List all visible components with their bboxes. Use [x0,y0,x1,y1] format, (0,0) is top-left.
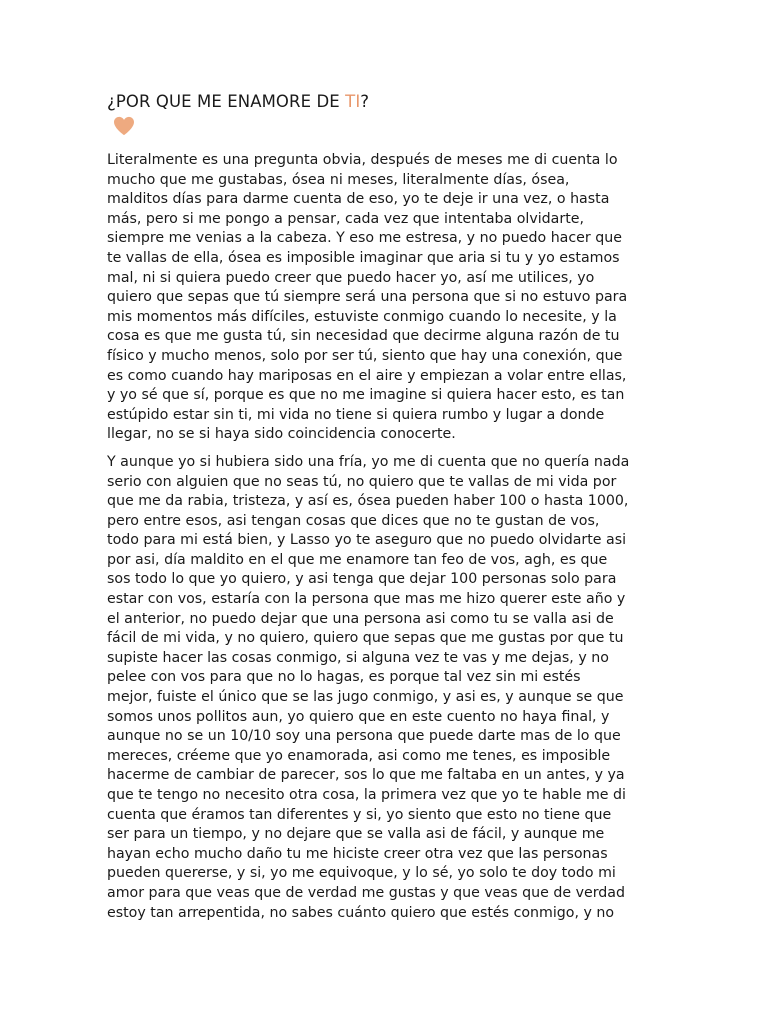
paragraph-1 [107,151,663,445]
paragraph-line: mereces, créeme que yo enamorada, asi como me tenes, es imposible [107,747,611,764]
paragraph-line: es como cuando hay mariposas en el aire y empiezan a volar entre ellas, [107,367,627,384]
paragraph-line: cosa es que me gusta tú, sin necesidad que decirme alguna razón de tu [107,328,620,345]
paragraph-line: somos unos pollitos aun, yo quiero que en este cuento no haya final, y [107,708,610,725]
title-accent: TI [345,92,361,111]
paragraph-line: pueden quererse, y si, yo me equivoque, y lo sé, yo solo te doy todo mi [107,865,616,882]
paragraph-line: llegar, no se si haya sido coincidencia conocerte. [107,426,456,443]
paragraph-line: malditos días para darme cuenta de eso, yo te deje ir una vez, o hasta [107,191,610,208]
paragraph-line: pelee con vos para que no lo hagas, es porque tal vez sin mi estés [107,669,581,686]
page-title [107,92,663,112]
paragraph-line: mejor, fuiste el único que se las jugo conmigo, y asi es, y aunque se que [107,689,624,706]
paragraph-line: estúpido estar sin ti, mi vida no tiene si quiera rumbo y lugar a donde [107,406,605,423]
paragraph-line: supiste hacer las cosas conmigo, si alguna vez te vas y me dejas, y no [107,649,609,666]
paragraph-line: fácil de mi vida, y no quiero, quiero que sepas que me gustas por que tu [107,630,624,647]
paragraph-line: quiero que sepas que tú siempre será una persona que si no estuvo para [107,289,628,306]
paragraph-line: que me da rabia, tristeza, y así es, ósea pueden haber 100 o hasta 1000, [107,493,629,510]
paragraph-line: por asi, día maldito en el que me enamore tan feo de vos, agh, es que [107,551,608,568]
paragraph-line: estoy tan arrepentida, no sabes cuánto quiero que estés conmigo, y no [107,904,615,921]
paragraph-line: todo para mi está bien, y Lasso yo te aseguro que no puedo olvidarte asi [107,532,627,549]
paragraph-line: mis momentos más difíciles, estuviste conmigo cuando lo necesite, y la [107,308,617,325]
paragraph-line: pero entre esos, asi tengan cosas que dices que no te gustan de vos, [107,512,600,529]
paragraph-line: siempre me venias a la cabeza. Y eso me estresa, y no puedo hacer que [107,230,622,247]
paragraph-line: sos todo lo que yo quiero, y asi tenga que dejar 100 personas solo para [107,571,617,588]
paragraph-line: mucho que me gustabas, ósea ni meses, literalmente días, ósea, [107,171,570,188]
paragraph-line: Literalmente es una pregunta obvia, después de meses me di cuenta lo [107,152,618,168]
title-prefix: ¿POR QUE ME ENAMORE DE [107,92,346,111]
paragraph-line: Y aunque yo si hubiera sido una fría, yo me di cuenta que no quería nada [107,453,630,470]
heart-icon [113,116,135,136]
paragraph-line: hayan echo mucho daño tu me hiciste creer otra vez que las personas [107,845,608,862]
paragraph-line: físico y mucho menos, solo por ser tú, siento que hay una conexión, que [107,347,623,364]
paragraph-line: hacerme de cambiar de parecer, sos lo que me faltaba en un antes, y ya [107,767,625,784]
paragraph-line: el anterior, no puedo dejar que una persona asi como tu se valla asi de [107,610,614,627]
paragraph-line: aunque no se un 10/10 soy una persona que puede darte mas de lo que [107,728,621,745]
paragraph-line: ser para un tiempo, y no dejare que se valla asi de fácil, y aunque me [107,826,605,843]
document-page [107,92,663,923]
paragraph-line: que te tengo no necesito otra cosa, la primera vez que yo te hable me di [107,787,626,803]
paragraph-line: amor para que veas que de verdad me gustas y que veas que de verdad [107,884,625,901]
paragraph-line: más, pero si me pongo a pensar, cada vez que intentaba olvidarte, [107,210,585,227]
paragraph-2 [107,453,663,923]
paragraph-line: cuenta que éramos tan diferentes y si, yo siento que esto no tiene que [107,806,612,823]
paragraph-line: estar con vos, estaría con la persona que mas me hizo querer este año y [107,591,626,608]
paragraph-line: te vallas de ella, ósea es imposible imaginar que aria si tu y yo estamos [107,249,620,266]
paragraph-line: serio con alguien que no seas tú, no quiero que te vallas de mi vida por [107,473,617,490]
paragraph-line: mal, ni si quiera puedo creer que puedo hacer yo, así me utilices, yo [107,269,595,286]
paragraph-line: y yo sé que sí, porque es que no me imagine si quiera hacer esto, es tan [107,387,625,404]
title-suffix: ? [360,92,370,111]
